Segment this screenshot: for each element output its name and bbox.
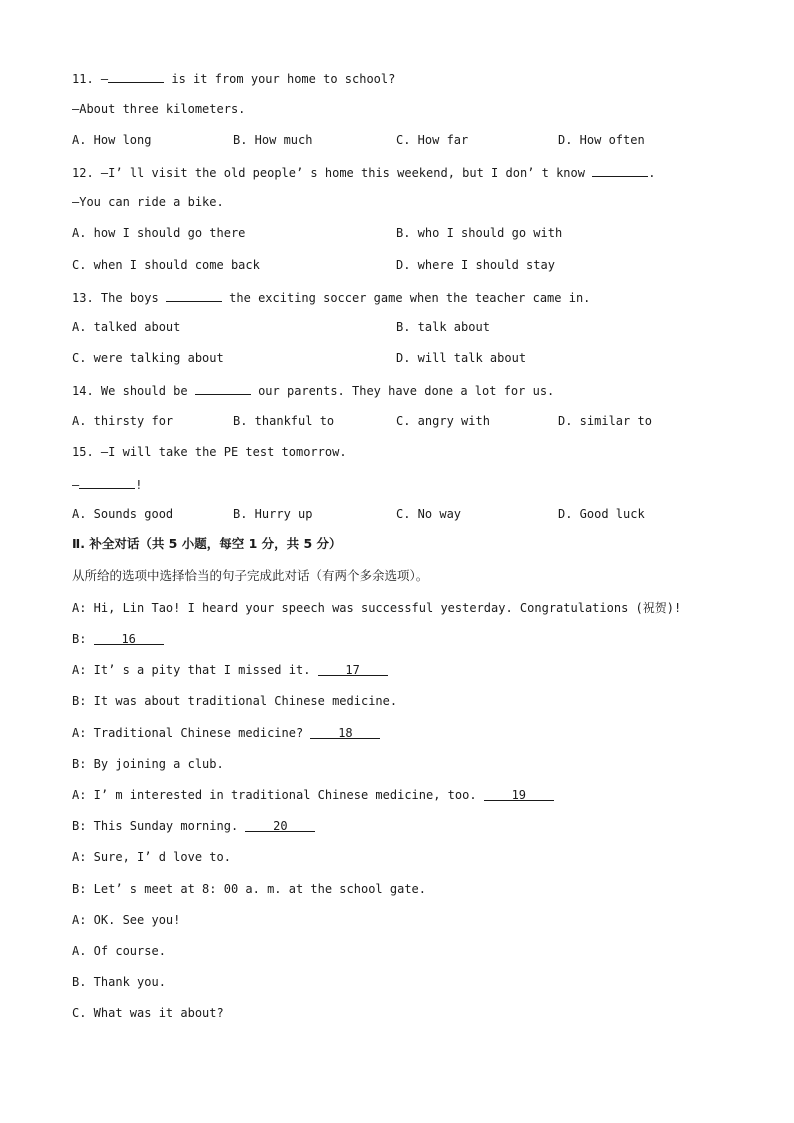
answer-blank[interactable]	[108, 69, 164, 83]
section-instruction: 从所给的选项中选择恰当的句子完成此对话（有两个多余选项）。	[72, 568, 429, 583]
option-d[interactable]: D. will talk about	[396, 351, 527, 365]
option-c[interactable]: C. How far	[396, 133, 469, 147]
dialogue-blank-18[interactable]: 18	[310, 725, 380, 739]
dialogue-blank-20[interactable]: 20	[245, 818, 315, 832]
question-15-answer: — !	[72, 475, 142, 493]
choice-b[interactable]: B. Thank you.	[72, 975, 166, 989]
choice-a[interactable]: A. Of course.	[72, 944, 166, 958]
dialogue-blank-19[interactable]: 19	[484, 787, 554, 801]
option-b[interactable]: B. talk about	[396, 320, 490, 334]
question-12: 12. —I’ ll visit the old people’ s home this weekend, but I don’ t know .	[72, 163, 655, 181]
option-b[interactable]: B. Hurry up	[233, 507, 313, 521]
option-d[interactable]: D. Good luck	[558, 507, 645, 521]
question-number: 13.	[72, 291, 94, 305]
answer-blank[interactable]	[79, 475, 135, 489]
option-a[interactable]: A. thirsty for	[72, 414, 174, 428]
dialogue-line: A: It’ s a pity that I missed it. 17	[72, 662, 388, 678]
option-b[interactable]: B. who I should go with	[396, 226, 563, 240]
option-c[interactable]: C. when I should come back	[72, 258, 260, 272]
option-a[interactable]: A. talked about	[72, 320, 181, 334]
answer-blank[interactable]	[166, 288, 222, 302]
option-c[interactable]: C. No way	[396, 507, 462, 521]
dialogue-line: A: Hi, Lin Tao! I heard your speech was successful yesterday. Congratulations (祝贺)!	[72, 601, 682, 615]
dialogue-line: B: By joining a club.	[72, 757, 224, 771]
section-title: Ⅱ. 补全对话（共 5 小题，每空 1 分，共 5 分）	[72, 536, 342, 551]
choice-c[interactable]: C. What was it about?	[72, 1006, 224, 1020]
option-a[interactable]: A. How long	[72, 133, 152, 147]
dialogue-blank-17[interactable]: 17	[318, 662, 388, 676]
dialogue-line: B: 16	[72, 631, 164, 647]
question-11: 11. — is it from your home to school?	[72, 69, 395, 87]
option-d[interactable]: D. How often	[558, 133, 645, 147]
question-14: 14. We should be our parents. They have done a lot for us.	[72, 381, 554, 399]
option-a[interactable]: A. how I should go there	[72, 226, 246, 240]
dialogue-line: A: OK. See you!	[72, 913, 181, 927]
option-b[interactable]: B. thankful to	[233, 414, 335, 428]
dialogue-line: A: Traditional Chinese medicine? 18	[72, 725, 380, 741]
question-11-answer: —About three kilometers.	[72, 102, 246, 116]
option-a[interactable]: A. Sounds good	[72, 507, 174, 521]
option-c[interactable]: C. were talking about	[72, 351, 224, 365]
option-d[interactable]: D. similar to	[558, 414, 652, 428]
question-number: 11.	[72, 72, 94, 86]
dialogue-line: B: It was about traditional Chinese medicine.	[72, 694, 398, 708]
answer-blank[interactable]	[195, 381, 251, 395]
dialogue-line: B: This Sunday morning. 20	[72, 818, 315, 834]
question-number: 14.	[72, 384, 94, 398]
option-d[interactable]: D. where I should stay	[396, 258, 555, 272]
option-b[interactable]: B. How much	[233, 133, 313, 147]
dialogue-line: A: I’ m interested in traditional Chinese medicine, too. 19	[72, 787, 554, 803]
dialogue-blank-16[interactable]: 16	[94, 631, 164, 645]
question-15: 15. —I will take the PE test tomorrow.	[72, 445, 347, 459]
question-13: 13. The boys the exciting soccer game when the teacher came in.	[72, 288, 590, 306]
question-number: 12.	[72, 166, 94, 180]
dialogue-line: B: Let’ s meet at 8: 00 a. m. at the school gate.	[72, 882, 427, 896]
dialogue-line: A: Sure, I’ d love to.	[72, 850, 231, 864]
answer-blank[interactable]	[592, 163, 648, 177]
option-c[interactable]: C. angry with	[396, 414, 490, 428]
question-12-answer: —You can ride a bike.	[72, 195, 224, 209]
question-number: 15.	[72, 445, 94, 459]
